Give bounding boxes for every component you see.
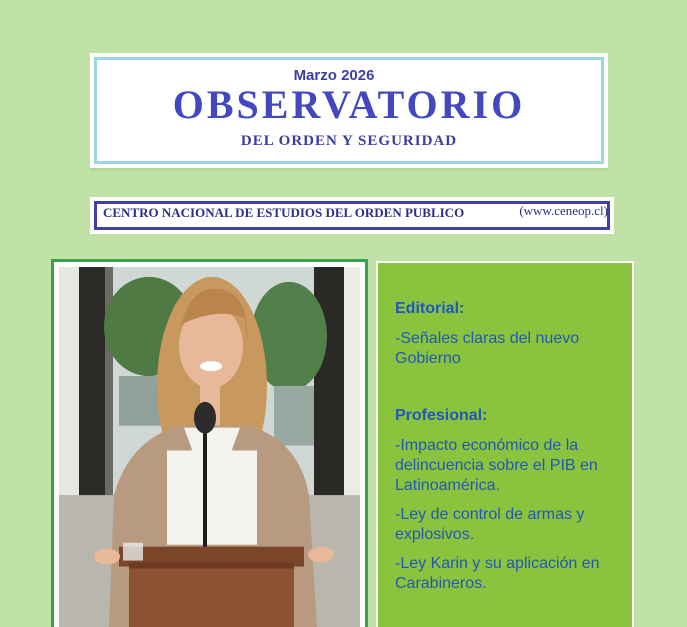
profesional-item[interactable]: -Ley de control de armas y explosivos. xyxy=(395,506,585,543)
publication-subtitle: DEL ORDEN Y SEGURIDAD xyxy=(240,133,458,149)
contents-panel xyxy=(376,261,634,627)
editorial-item[interactable]: -Señales claras del nuevo Gobierno xyxy=(395,330,580,367)
speaker-at-podium-illustration xyxy=(59,267,360,627)
profesional-item[interactable]: -Impacto económico de la delincuencia sobre el PIB en Latinoamérica. xyxy=(395,437,598,494)
issue-date: Marzo 2026 xyxy=(293,67,375,84)
publication-title: OBSERVATORIO xyxy=(172,82,526,127)
organization-banner xyxy=(90,197,614,234)
profesional-heading: Profesional: xyxy=(395,407,488,424)
cover-photo-frame xyxy=(51,259,368,627)
editorial-heading: Editorial: xyxy=(395,300,465,317)
organization-name: CENTRO NACIONAL DE ESTUDIOS DEL ORDEN PUBLICO xyxy=(103,205,465,220)
masthead-banner xyxy=(90,53,608,171)
organization-website[interactable]: (www.ceneop.cl) xyxy=(519,203,608,218)
cover-photo xyxy=(59,267,360,627)
profesional-item[interactable]: -Ley Karin y su aplicación en Carabineros. xyxy=(395,555,600,592)
